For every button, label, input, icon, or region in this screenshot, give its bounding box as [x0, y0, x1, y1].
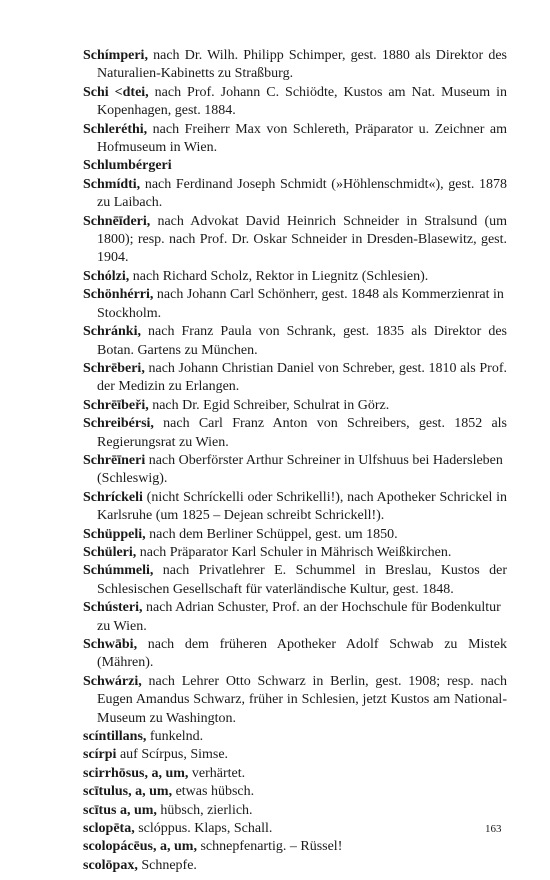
entry	[83, 268, 507, 286]
headword: Schüppeli,	[83, 526, 146, 542]
entry	[83, 765, 507, 783]
entry	[83, 636, 507, 673]
headword: sclopēta,	[83, 821, 135, 837]
entry	[83, 121, 507, 158]
definition: nach Ferdinand Joseph Schmidt (»Höhlenschmidt«), gest. 1878 zu Laibach.	[97, 176, 507, 211]
definition: nach Advokat David Heinrich Schneider in Stralsund (um 1800); resp. nach Prof. Dr. Oskar Schneider in Dresden-Blasewitz, gest. 1904.	[97, 213, 507, 266]
headword: Schríckeli	[83, 489, 143, 505]
entry	[83, 599, 507, 636]
entry	[83, 213, 507, 268]
entry	[83, 838, 507, 856]
entry	[83, 397, 507, 415]
entry	[83, 323, 507, 360]
definition: nach Lehrer Otto Schwarz in Berlin, gest. 1908; resp. nach Eugen Amandus Schwarz, früher in Schlesien, jetzt Kustos am National-Museum zu Washington.	[97, 673, 507, 726]
headword: Schleréthi,	[83, 121, 148, 137]
entry	[83, 802, 507, 820]
entry	[83, 47, 507, 84]
headword: Schránki,	[83, 324, 141, 340]
definition: nach Carl Franz Anton von Schreibers, gest. 1852 als Regierungsrat zu Wien.	[97, 416, 507, 450]
headword: Schrēīneri	[83, 452, 146, 468]
headword: scírpi	[83, 747, 117, 763]
headword: Schrēībeři,	[83, 397, 149, 413]
definition: nach Johann Carl Schönherr, gest. 1848 als Kommerzienrat in Stockholm.	[97, 287, 504, 321]
entry	[83, 562, 507, 599]
entry	[83, 544, 507, 562]
entry	[83, 820, 507, 838]
headword: Schwárzi,	[83, 673, 142, 689]
entry	[83, 176, 507, 213]
headword: Schreibérsi,	[83, 416, 154, 432]
entry-list	[83, 47, 507, 875]
entry	[83, 673, 507, 728]
headword: Schüleri,	[83, 544, 137, 560]
headword: scíntillans,	[83, 729, 147, 745]
headword: Schlumbérgeri	[83, 158, 172, 174]
definition: sclóppus. Klaps, Schall.	[134, 821, 273, 837]
headword: scītus a, um,	[83, 802, 157, 818]
definition: nach Johann Christian Daniel von Schreber, gest. 1810 als Prof. der Medizin zu Erlangen.	[97, 360, 507, 395]
definition: funkelnd.	[146, 729, 204, 745]
entry	[83, 452, 507, 489]
entry	[83, 783, 507, 801]
definition: nach dem Berliner Schüppel, gest. um 1850.	[145, 526, 398, 542]
headword: scirrhōsus, a, um,	[83, 765, 189, 781]
entry	[83, 157, 507, 175]
entry	[83, 857, 507, 875]
definition: nach Richard Scholz, Rektor in Liegnitz (Schlesien).	[129, 268, 429, 284]
headword: Schrēberi,	[83, 360, 145, 376]
entry	[83, 286, 507, 323]
headword: Schústeri,	[83, 600, 143, 616]
headword: scītulus, a, um,	[83, 784, 173, 800]
headword: Schmídti,	[83, 176, 141, 192]
definition: hübsch, zierlich.	[156, 802, 253, 818]
entry	[83, 360, 507, 397]
headword: Schólzi,	[83, 268, 130, 284]
entry	[83, 84, 507, 121]
definition: nach Prof. Johann C. Schiödte, Kustos am Nat. Museum in Kopenhagen, gest. 1884.	[97, 84, 507, 119]
definition: schnepfenartig. – Rüssel!	[196, 839, 343, 855]
entry	[83, 728, 507, 746]
headword: Schnēīderi,	[83, 213, 151, 229]
headword: Schímperi,	[83, 48, 148, 63]
definition: nach Adrian Schuster, Prof. an der Hochschule für Bodenkultur zu Wien.	[97, 600, 501, 634]
headword: scolopácēus, a, um,	[83, 839, 197, 855]
definition: etwas hübsch.	[172, 784, 255, 800]
headword: scolōpax,	[83, 857, 138, 873]
definition: nach Freiherr Max von Schlereth, Präparator u. Zeichner am Hofmuseum in Wien.	[97, 121, 507, 156]
definition: auf Scírpus, Simse.	[116, 747, 229, 763]
definition: Schnepfe.	[137, 857, 197, 873]
definition: verhärtet.	[188, 765, 246, 781]
headword: Schi <dtei,	[83, 84, 149, 100]
entry	[83, 489, 507, 526]
definition: nach Präparator Karl Schuler in Mährisch Weißkirchen.	[136, 544, 452, 560]
definition: (nicht Schríckelli oder Schrikelli!), nach Apotheker Schrickel in Karlsruhe (um 1825 – Dejean schreibt Schrickell!).	[97, 489, 507, 524]
definition: nach Dr. Egid Schreiber, Schulrat in Görz.	[148, 397, 390, 413]
definition: nach Oberförster Arthur Schreiner in Ulfshuus bei Hadersleben (Schleswig).	[97, 452, 503, 487]
definition: nach Privatlehrer E. Schummel in Breslau, Kustos der Schlesischen Gesellschaft für vaterländische Kultur, gest. 1848.	[97, 563, 507, 597]
page-number: 163	[485, 823, 502, 835]
definition: nach dem früheren Apotheker Adolf Schwab zu Mistek (Mähren).	[97, 637, 507, 671]
definition: nach Dr. Wilh. Philipp Schimper, gest. 1880 als Direktor des Naturalien-Kabinetts zu Straßburg.	[97, 48, 507, 82]
definition: nach Franz Paula von Schrank, gest. 1835 als Direktor des Botan. Gartens zu München.	[97, 324, 507, 358]
headword: Schwābi,	[83, 637, 138, 652]
entry	[83, 415, 507, 452]
entry	[83, 526, 507, 544]
headword: Schúmmeli,	[83, 563, 154, 579]
headword: Schönhérri,	[83, 287, 154, 303]
entry	[83, 746, 507, 764]
